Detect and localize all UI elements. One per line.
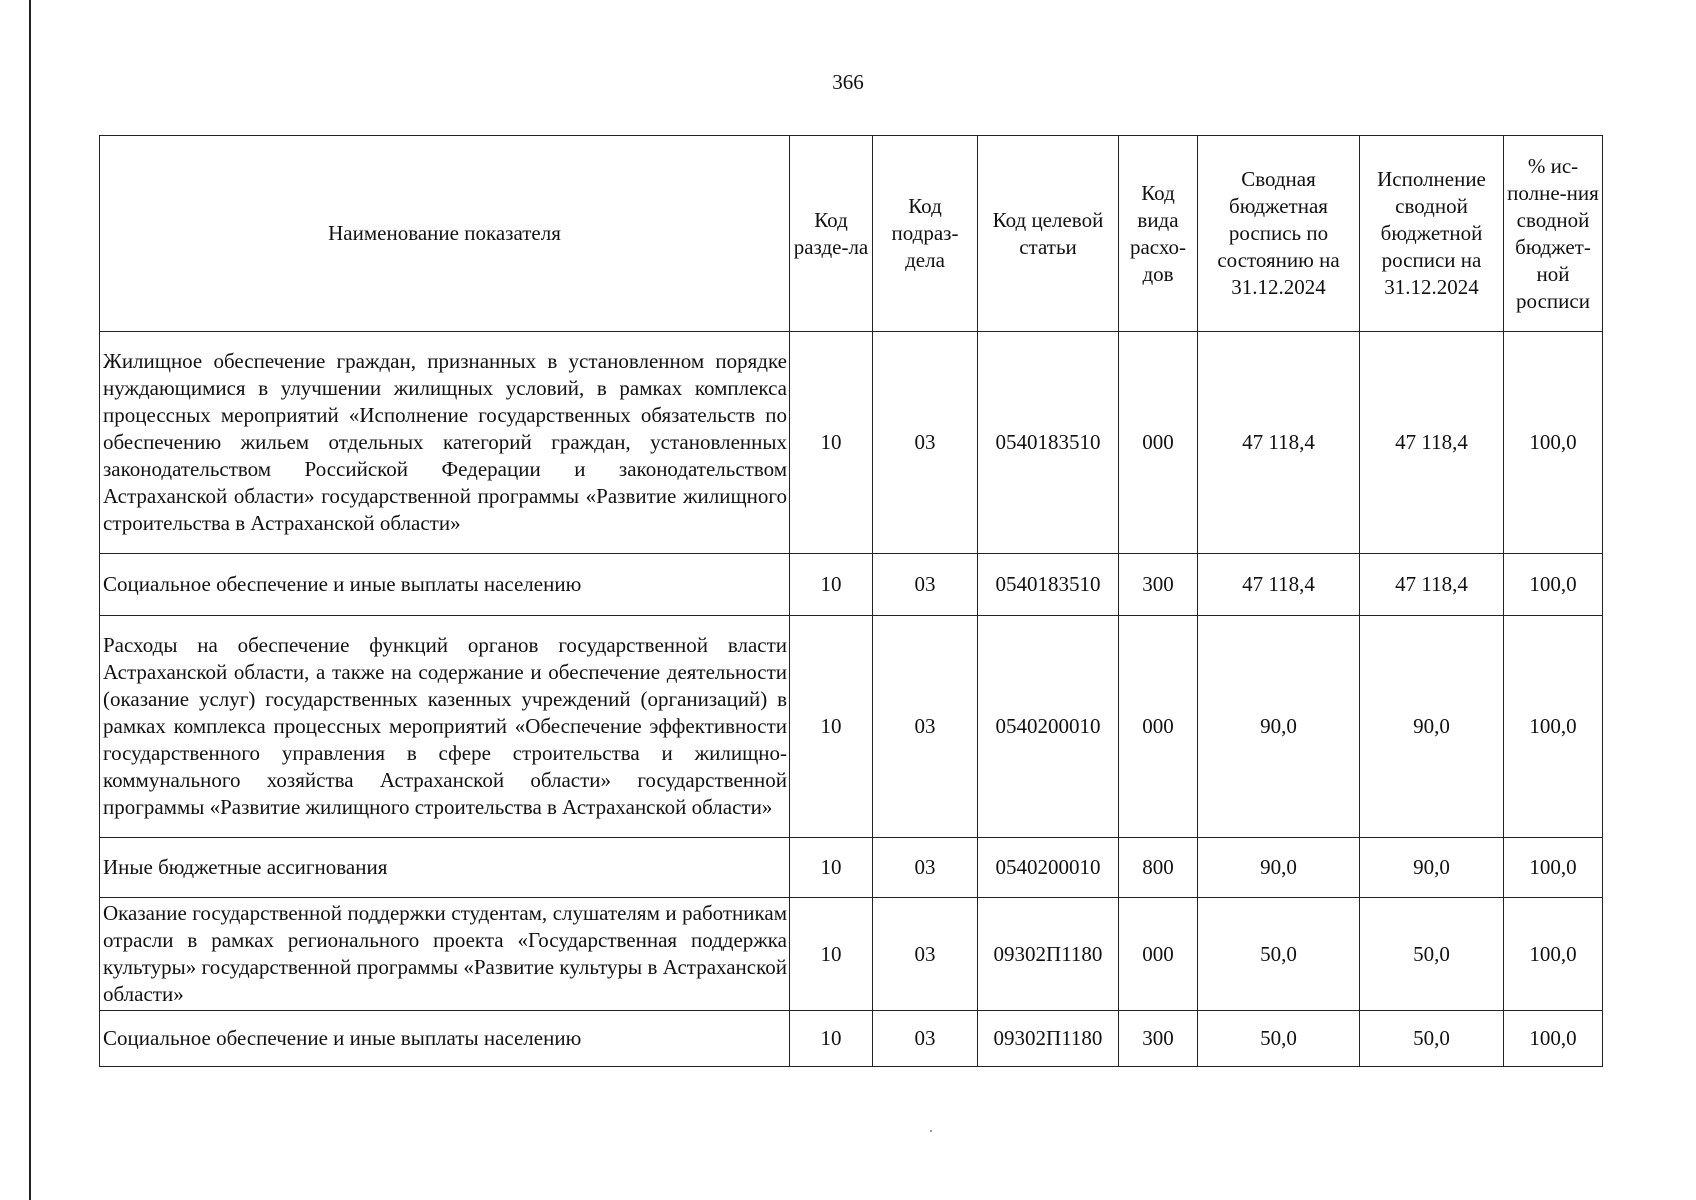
row-name: Иные бюджетные ассигнования bbox=[100, 838, 790, 898]
row-subsection: 03 bbox=[873, 838, 978, 898]
row-name: Расходы на обеспечение функций органов государственной власти Астраханской области, а также на содержание и обеспечение деятельности (оказание услуг) государственных казенных учреждений (организаций) в рамках комплекса процессных мероприятий «Обеспечение эффективности государственного управления в сфере строительства и жилищно-коммунального хозяйства Астраханской области» государственной программы «Развитие жилищного строительства в Астраханской области» bbox=[100, 616, 790, 838]
table-header-row bbox=[100, 136, 1603, 332]
row-execution: 90,0 bbox=[1360, 838, 1504, 898]
row-expense: 300 bbox=[1119, 1011, 1198, 1067]
row-percent: 100,0 bbox=[1504, 1011, 1603, 1067]
table-row bbox=[100, 554, 1603, 616]
row-expense: 000 bbox=[1119, 332, 1198, 554]
row-target: 0540200010 bbox=[978, 838, 1119, 898]
row-percent: 100,0 bbox=[1504, 554, 1603, 616]
row-target: 0540183510 bbox=[978, 554, 1119, 616]
row-section: 10 bbox=[790, 616, 873, 838]
row-plan: 50,0 bbox=[1198, 1011, 1360, 1067]
row-plan: 90,0 bbox=[1198, 616, 1360, 838]
scan-edge-line bbox=[29, 0, 31, 1200]
row-execution: 47 118,4 bbox=[1360, 554, 1504, 616]
row-plan: 47 118,4 bbox=[1198, 332, 1360, 554]
row-subsection: 03 bbox=[873, 898, 978, 1011]
row-expense: 800 bbox=[1119, 838, 1198, 898]
row-name: Жилищное обеспечение граждан, признанных в установленном порядке нуждающимися в улучшении жилищных условий, в рамках комплекса процессных мероприятий «Исполнение государственных обязательств по обеспечению жильем отдельных категорий граждан, установленных законодательством Российской Федерации и законодательством Астраханской области» государственной программы «Развитие жилищного строительства в Астраханской области» bbox=[100, 332, 790, 554]
row-plan: 47 118,4 bbox=[1198, 554, 1360, 616]
header-percent: % ис-полне-ния сводной бюджет-ной росписи bbox=[1504, 136, 1603, 332]
page-number: 366 bbox=[832, 70, 864, 94]
row-name: Оказание государственной поддержки студентам, слушателям и работникам отрасли в рамках регионального проекта «Государственная поддержка культуры» государственной программы «Развитие культуры в Астраханской области» bbox=[100, 898, 790, 1011]
scan-speck bbox=[930, 1130, 932, 1132]
table-row bbox=[100, 332, 1603, 554]
row-execution: 50,0 bbox=[1360, 898, 1504, 1011]
header-name: Наименование показателя bbox=[100, 136, 790, 332]
row-percent: 100,0 bbox=[1504, 332, 1603, 554]
row-target: 09302П1180 bbox=[978, 898, 1119, 1011]
row-subsection: 03 bbox=[873, 332, 978, 554]
row-section: 10 bbox=[790, 838, 873, 898]
header-execution: Исполнение сводной бюджетной росписи на 31.12.2024 bbox=[1360, 136, 1504, 332]
row-plan: 50,0 bbox=[1198, 898, 1360, 1011]
row-section: 10 bbox=[790, 554, 873, 616]
row-expense: 300 bbox=[1119, 554, 1198, 616]
row-execution: 50,0 bbox=[1360, 1011, 1504, 1067]
row-subsection: 03 bbox=[873, 554, 978, 616]
table-row bbox=[100, 898, 1603, 1011]
row-percent: 100,0 bbox=[1504, 898, 1603, 1011]
row-expense: 000 bbox=[1119, 898, 1198, 1011]
header-plan: Сводная бюджетная роспись по состоянию на 31.12.2024 bbox=[1198, 136, 1360, 332]
table-row bbox=[100, 1011, 1603, 1067]
table-row bbox=[100, 616, 1603, 838]
row-execution: 47 118,4 bbox=[1360, 332, 1504, 554]
row-execution: 90,0 bbox=[1360, 616, 1504, 838]
header-subsection-code: Код подраз-дела bbox=[873, 136, 978, 332]
row-plan: 90,0 bbox=[1198, 838, 1360, 898]
budget-table bbox=[99, 135, 1603, 1067]
header-target-code: Код целевой статьи bbox=[978, 136, 1119, 332]
row-section: 10 bbox=[790, 332, 873, 554]
row-percent: 100,0 bbox=[1504, 838, 1603, 898]
header-section-code: Код разде-ла bbox=[790, 136, 873, 332]
row-subsection: 03 bbox=[873, 616, 978, 838]
row-expense: 000 bbox=[1119, 616, 1198, 838]
table-row bbox=[100, 838, 1603, 898]
row-name: Социальное обеспечение и иные выплаты населению bbox=[100, 554, 790, 616]
row-target: 09302П1180 bbox=[978, 1011, 1119, 1067]
header-expense-code: Код вида расхо-дов bbox=[1119, 136, 1198, 332]
row-target: 0540183510 bbox=[978, 332, 1119, 554]
row-section: 10 bbox=[790, 898, 873, 1011]
row-percent: 100,0 bbox=[1504, 616, 1603, 838]
row-name: Социальное обеспечение и иные выплаты населению bbox=[100, 1011, 790, 1067]
row-subsection: 03 bbox=[873, 1011, 978, 1067]
row-target: 0540200010 bbox=[978, 616, 1119, 838]
row-section: 10 bbox=[790, 1011, 873, 1067]
